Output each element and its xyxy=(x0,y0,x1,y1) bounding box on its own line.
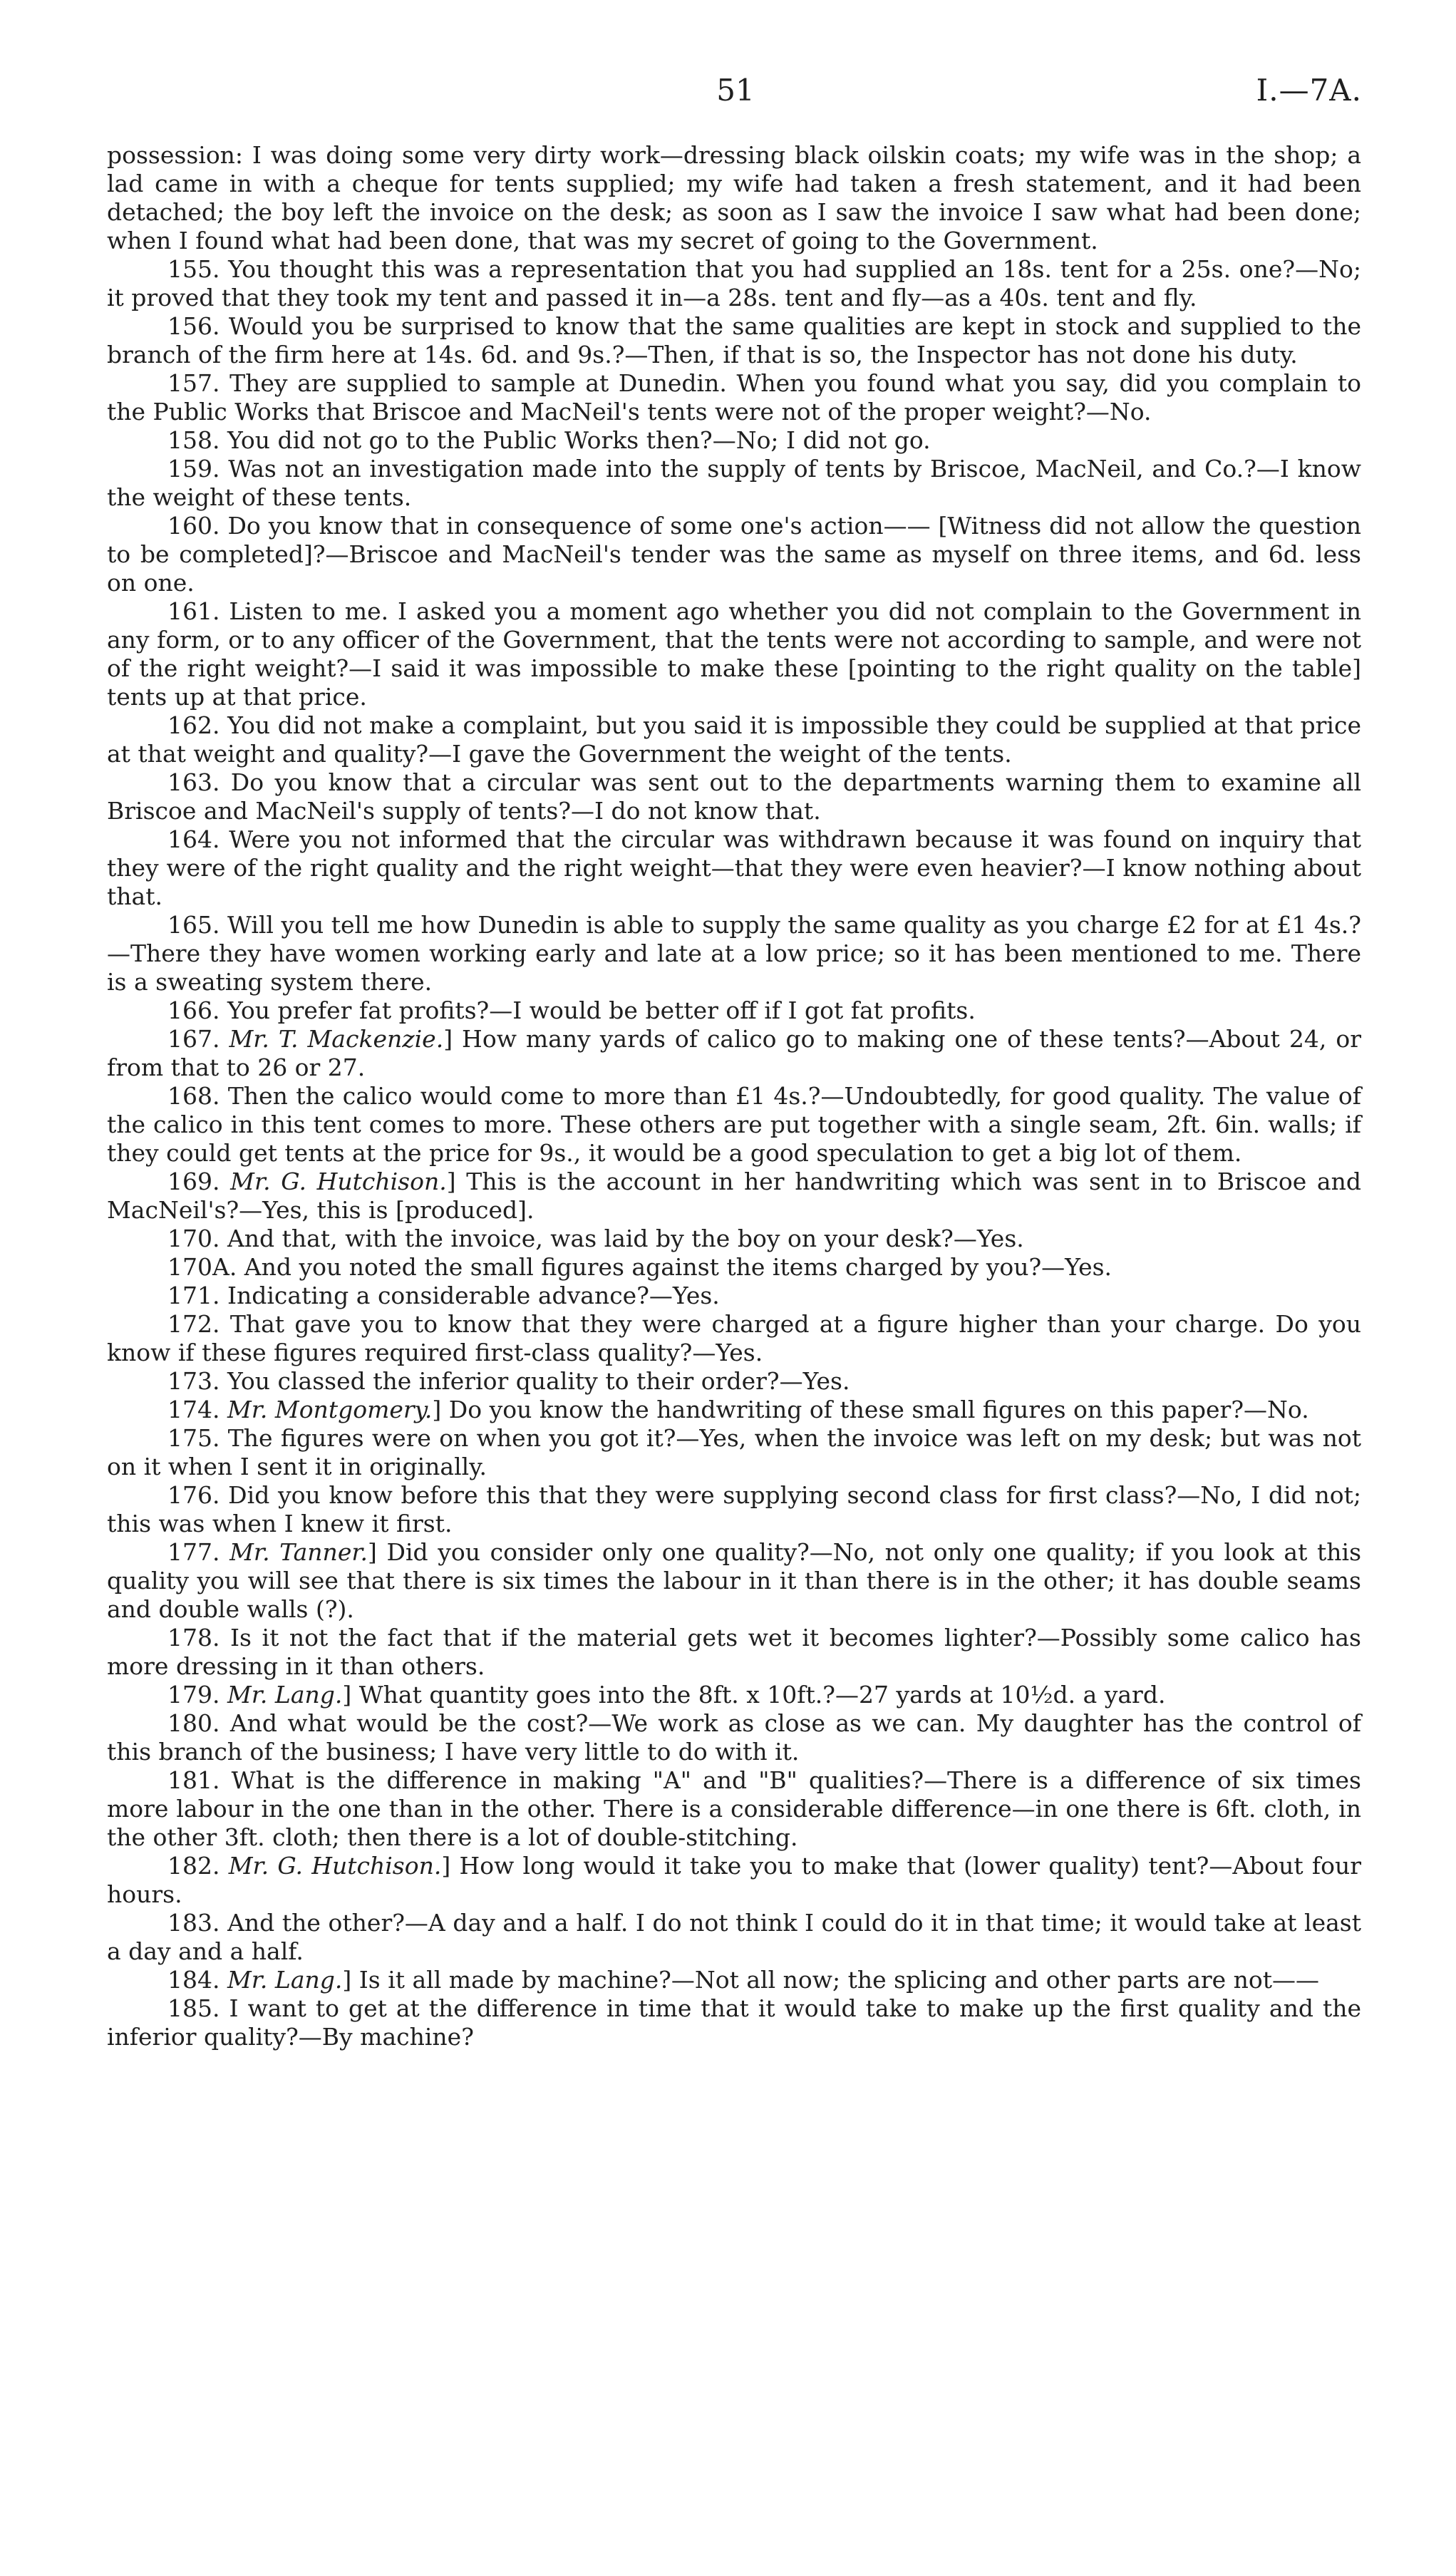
question-paragraph xyxy=(107,426,1361,455)
paragraph-text: possession: I was doing some very dirty work—dressing black oilskin coats; my wife was in the shop; a lad came in with a cheque for tents supplied; my wife had taken a fresh statement, and it had been detached; the boy left the invoice on the desk; as soon as I saw the invoice I saw what had been done; when I found what had been done, that was my secret of going to the Government. xyxy=(107,141,1361,254)
paragraph-text: 176. Did you know before this that they were supplying second class for first class?—No, I did not; this was when I knew it first. xyxy=(107,1481,1361,1537)
paragraph-text: What quantity goes into the 8ft. x 10ft.?—27 yards at 10½d. a yard. xyxy=(358,1681,1166,1709)
speaker-name: Mr. Tanner. xyxy=(229,1538,368,1566)
paragraph-text: 155. You thought this was a representation that you had supplied an 18s. tent for a 25s. one?—No; it proved that they took my tent and passed it in—a 28s. tent and fly—as a 40s. tent and fly. xyxy=(107,255,1361,311)
paragraph-text: 185. I want to get at the difference in time that it would take to make up the first quality and the inferior quality?—By machine? xyxy=(107,1994,1361,2051)
question-paragraph xyxy=(107,1766,1361,1852)
paragraph-text: 171. Indicating a considerable advance?—Yes. xyxy=(167,1282,720,1309)
question-paragraph xyxy=(107,1225,1361,1253)
question-paragraph xyxy=(107,1253,1361,1282)
paragraph-text: 170. And that, with the invoice, was laid by the boy on your desk?—Yes. xyxy=(167,1225,1024,1252)
paragraph-text: Do you know the handwriting of these small figures on this paper?—No. xyxy=(448,1396,1309,1423)
paragraph-text: 178. Is it not the fact that if the material gets wet it becomes lighter?—Possibly some calico has more dressing in it than others. xyxy=(107,1624,1361,1680)
paragraph-text: 170A. And you noted the small figures against the items charged by you?—Yes. xyxy=(167,1253,1112,1281)
speaker-name: Mr. Lang. xyxy=(227,1681,343,1709)
question-paragraph xyxy=(107,312,1361,369)
paragraph-text: 157. They are supplied to sample at Dunedin. When you found what you say, did you complain to the Public Works that Briscoe and MacNeil's tents were not of the proper weight?—No. xyxy=(107,369,1361,426)
page-number: 51 xyxy=(716,73,755,108)
question-paragraph xyxy=(107,911,1361,996)
paragraph-text: Is it all made by machine?—Not all now; the splicing and other parts are not—— xyxy=(358,1966,1320,1994)
paragraph-text: This is the account in her handwriting which was sent in to Briscoe and MacNeil's?—Yes, this is [produced]. xyxy=(107,1168,1361,1224)
paragraph-text: How long would it take you to make that (lower quality) tent?—About four hours. xyxy=(107,1852,1362,1908)
question-number: 177. xyxy=(167,1538,220,1566)
paragraph-text: 168. Then the calico would come to more than £1 4s.?—Undoubtedly, for good quality. The value of the calico in this tent comes to more. These others are put together with a single seam, 2ft. 6in. walls; if they could get tents at the price for 9s., it would be a good speculation to get a big lot of them. xyxy=(107,1082,1361,1167)
paragraph-text: 159. Was not an investigation made into the supply of tents by Briscoe, MacNeil, and Co.?—I know the weight of these tents. xyxy=(107,455,1361,511)
question-number: 167. xyxy=(167,1025,220,1053)
question-number: 169. xyxy=(167,1168,220,1195)
question-paragraph: 167. Mr. T. Mackenzie.] How many yards of calico go to making one of these tents?—About 24, or from that to 26 or 27. xyxy=(107,1025,1361,1081)
question-paragraph xyxy=(107,1709,1361,1766)
question-number: 179. xyxy=(167,1681,220,1709)
paragraph-text: 164. Were you not informed that the circular was withdrawn because it was found on inquiry that they were of the right quality and the right weight—that they were even heavier?—I know nothing about that. xyxy=(107,825,1361,910)
question-paragraph xyxy=(107,512,1361,597)
question-paragraph: 177. Mr. Tanner.] Did you consider only one quality?—No, not only one quality; if you look at this quality you will see that there is six times the labour in it than there is in the other; it has double seams and double walls (?). xyxy=(107,1538,1361,1623)
question-paragraph xyxy=(107,455,1361,512)
paragraph-text: 173. You classed the inferior quality to their order?—Yes. xyxy=(167,1367,850,1395)
paragraph-text: Did you consider only one quality?—No, not only one quality; if you look at this quality you will see that there is six times the labour in it than there is in the other; it has double seams and double walls (?). xyxy=(107,1538,1361,1623)
question-paragraph xyxy=(107,996,1361,1025)
question-paragraph: 179. Mr. Lang.] What quantity goes into the 8ft. x 10ft.?—27 yards at 10½d. a yard. xyxy=(167,1681,1166,1709)
paragraph-text: 166. You prefer fat profits?—I would be better off if I got fat profits. xyxy=(167,996,976,1024)
question-paragraph xyxy=(107,1481,1361,1538)
question-paragraph xyxy=(107,1909,1361,1966)
question-paragraph xyxy=(107,255,1361,312)
paragraph-text: 162. You did not make a complaint, but you said it is impossible they could be supplied at that price at that weight and quality?—I gave the Government the weight of the tents. xyxy=(107,711,1361,768)
document-reference: I.—7A. xyxy=(1256,73,1362,108)
question-paragraph xyxy=(107,1310,1361,1367)
paragraph-text: 163. Do you know that a circular was sent out to the departments warning them to examine all Briscoe and MacNeil's supply of tents?—I do not know that. xyxy=(107,768,1361,825)
question-paragraph xyxy=(107,597,1361,711)
paragraph-text: 183. And the other?—A day and a half. I do not think I could do it in that time; it would take at least a day and a half. xyxy=(107,1909,1361,1965)
paragraph-text: 165. Will you tell me how Dunedin is able to supply the same quality as you charge £2 for at £1 4s.?—There they have women working early and late at a low price; so it has been mentioned to me. There is a sweating system there. xyxy=(107,911,1361,996)
paragraph-text: 158. You did not go to the Public Works then?—No; I did not go. xyxy=(167,426,931,454)
paragraph-text: 172. That gave you to know that they were charged at a figure higher than your charge. Do you know if these figures required first-class quality?—Yes. xyxy=(107,1310,1361,1366)
paragraph-text: 161. Listen to me. I asked you a moment ago whether you did not complain to the Government in any form, or to any officer of the Government, that the tents were not according to sample, and were not of the right weight?—I said it was impossible to make these [pointing to the right quality on the table] tents up at that price. xyxy=(107,597,1361,711)
evidence-body xyxy=(107,141,1361,2051)
paragraph-text: 180. And what would be the cost?—We work as close as we can. My daughter has the control of this branch of the business; I have very little to do with it. xyxy=(107,1709,1361,1766)
question-paragraph: 169. Mr. G. Hutchison.] This is the account in her handwriting which was sent in to Briscoe and MacNeil's?—Yes, this is [produced]. xyxy=(107,1168,1361,1224)
question-paragraph xyxy=(107,1624,1361,1681)
question-number: 174. xyxy=(167,1396,220,1423)
question-number: 184. xyxy=(167,1966,220,1994)
paragraph-text: How many yards of calico go to making one of these tents?—About 24, or from that to 26 or 27. xyxy=(107,1025,1361,1081)
speaker-name: Mr. Lang. xyxy=(227,1966,343,1994)
question-paragraph xyxy=(107,369,1361,426)
question-paragraph: 182. Mr. G. Hutchison.] How long would it take you to make that (lower quality) tent?—About four hours. xyxy=(107,1852,1362,1908)
speaker-name: Mr. T. Mackenzie. xyxy=(229,1025,444,1053)
question-paragraph xyxy=(107,1082,1361,1168)
question-paragraph xyxy=(107,768,1361,825)
paragraph-text: 160. Do you know that in consequence of some one's action—— [Witness did not allow the question to be completed]?—Briscoe and MacNeil's tender was the same as myself on three items, and 6d. less on one. xyxy=(107,512,1361,597)
paragraph-text: 156. Would you be surprised to know that the same qualities are kept in stock and supplied to the branch of the firm here at 14s. 6d. and 9s.?—Then, if that is so, the Inspector has not done his duty. xyxy=(107,312,1361,369)
paragraph-continuation xyxy=(107,141,1361,255)
speaker-name: Mr. G. Hutchison. xyxy=(230,1168,447,1195)
speaker-name: Mr. Montgomery. xyxy=(227,1396,433,1423)
question-paragraph xyxy=(107,711,1361,768)
question-paragraph xyxy=(107,1424,1361,1481)
question-paragraph xyxy=(107,1367,1361,1396)
question-paragraph xyxy=(107,1282,1361,1310)
speaker-name: Mr. G. Hutchison. xyxy=(228,1852,442,1880)
paragraph-text: 181. What is the difference in making "A" and "B" qualities?—There is a difference of six times more labour in the one than in the other. There is a considerable difference—in one there is 6ft. cloth, in the other 3ft. cloth; then there is a lot of double-stitching. xyxy=(107,1766,1361,1851)
paragraph-text: 175. The figures were on when you got it?—Yes, when the invoice was left on my desk; but was not on it when I sent it in originally. xyxy=(107,1424,1361,1480)
question-number: 182. xyxy=(167,1852,220,1880)
question-paragraph: 174. Mr. Montgomery.] Do you know the handwriting of these small figures on this paper?—No. xyxy=(167,1396,1309,1423)
page-header xyxy=(109,66,1362,115)
question-paragraph: 184. Mr. Lang.] Is it all made by machine?—Not all now; the splicing and other parts are not—— xyxy=(167,1966,1320,1994)
question-paragraph xyxy=(107,825,1361,911)
question-paragraph xyxy=(107,1994,1361,2051)
